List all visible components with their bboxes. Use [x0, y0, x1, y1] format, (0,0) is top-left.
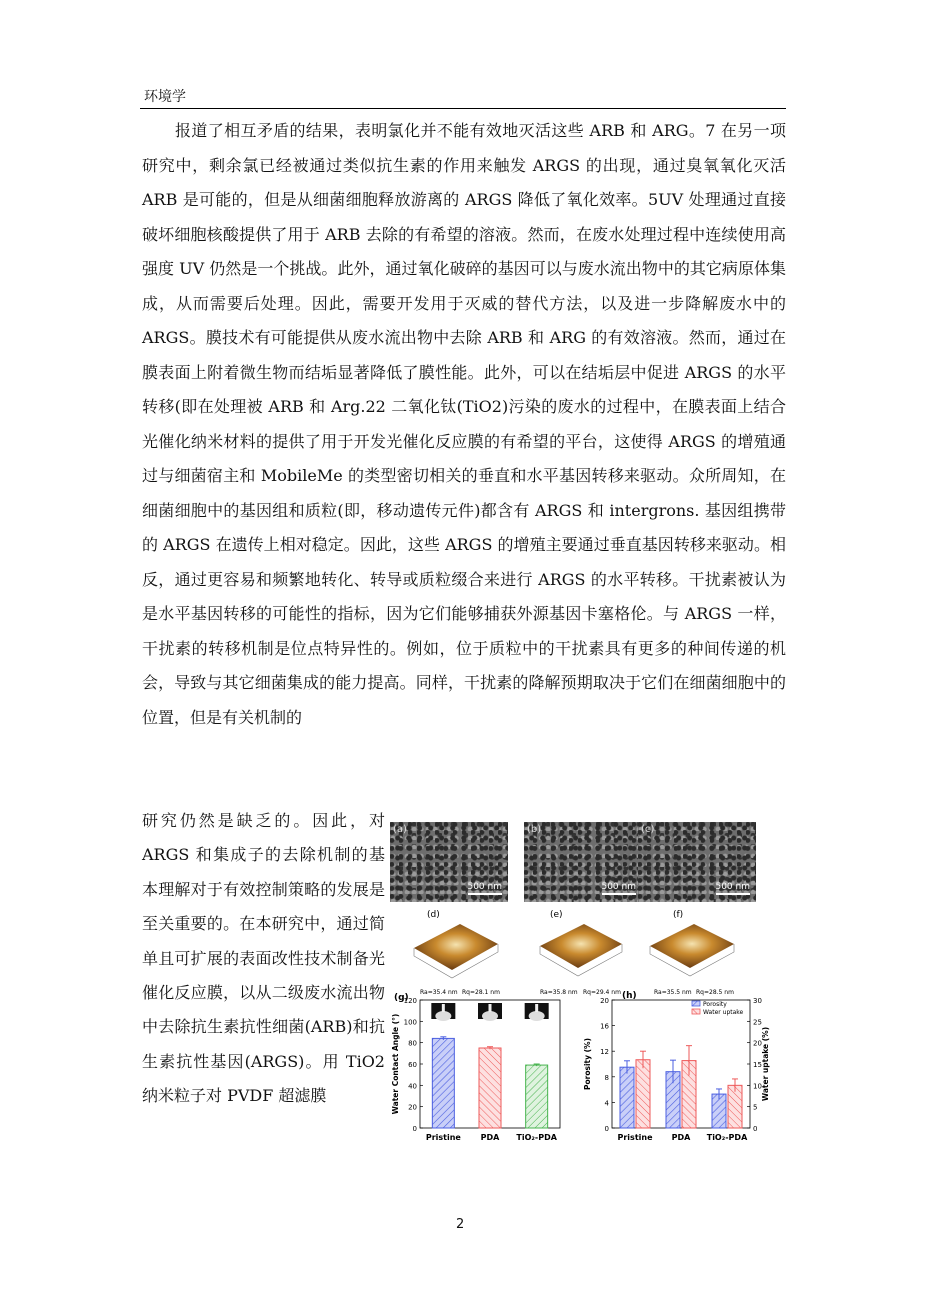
figure-graphics — [390, 820, 775, 1145]
rq-label: Rq=28.1 nm — [462, 989, 500, 996]
y2-tick-label: 0 — [753, 1125, 758, 1133]
x-tick-label: PDA — [671, 1133, 691, 1142]
bar — [526, 1065, 548, 1128]
paragraph-text: 报道了相互矛盾的结果，表明氯化并不能有效地灭活这些 ARB 和 ARG。7 在另一项研究中，剩余氯已经被通过类似抗生素的作用来触发 ARGS 的出现，通过臭氧氧化灭活 ARB 是可能的，但是从细菌细胞释放游离的 ARGS 降低了氧化效率。5UV 处理通过直接破坏细胞核酸提供了用于 ARB 去除的有希望的溶液。然而，在废水处理过程中连续使用高强度 UV 仍然是一个挑战。此外，通过氧化破碎的基因可以与废水流出物中的其它病原体集成，从而需要后处理。因此，需要开发用于灭威的替代方法，以及进一步降解废水中的 ARGS。膜技术有可能提供从废水流出物中去除 ARB 和 ARG 的有效溶液。然而，通过在膜表面上附着微生物而结垢显著降低了膜性能。此外，可以在结垢层中促进 ARGS 的水平转移(即在处理被 ARB 和 Arg.22 二氧化钛(TiO2)污染的废水的过程中，在膜表面上结合光催化纳米材料的提供了用于开发光催化反应膜的有希望的平台，这使得 ARGS 的增殖通过与细菌宿主和 MobileMe 的类型密切相关的垂直和水平基因转移来驱动。众所周知，在细菌细胞中的基因组和质粒(即，移动遗传元件)都含有 ARGS 和 intergrons. 基因组携带的 ARGS 在遗传上相对稳定。因此，这些 ARGS 的增殖主要通过垂直基因转移来驱动。相反，通过更容易和频繁地转化、转导或质粒缀合来进行 ARGS 的水平转移。干扰素被认为是水平基因转移的可能性的指标，因为它们能够捕获外源基因卡塞格伦。与 ARGS 一样，干扰素的转移机制是位点特异性的。例如，位于质粒中的干扰素具有更多的种间传递的机会，导致与其它细菌集成的能力提高。同样，干扰素的降解预期取决于它们在细菌细胞中的位置，但是有关机制的 — [142, 121, 786, 727]
y-tick-label: 16 — [600, 1022, 609, 1031]
scale-label: 500 nm — [715, 882, 750, 892]
wrapped-paragraph: 研究仍然是缺乏的。因此，对 ARGS 和集成子的去除机制的基本理解对于有效控制策略的发展是至关重要的。在本研究中，通过简单且可扩展的表面改性技术制备光催化反应膜，以从二级废水流出物中去除抗生素抗性细菌(ARB)和抗生素抗性基因(ARGS)。用 TiO2 纳米粒子对 PVDF 超滤膜 — [142, 811, 385, 1106]
bar — [636, 1060, 650, 1128]
bar — [479, 1048, 501, 1128]
panel-label: (g) — [394, 993, 409, 1003]
y2-axis-label: Water uptake (%) — [761, 1026, 770, 1102]
page-number: 2 — [456, 1217, 465, 1232]
y-tick-label: 12 — [600, 1048, 609, 1057]
afm-panel-d — [414, 910, 500, 996]
rq-label: Rq=28.5 nm — [696, 989, 734, 996]
bar — [620, 1067, 634, 1128]
y-tick-label: 20 — [408, 1103, 417, 1112]
y-axis-label: Porosity (%) — [583, 1038, 592, 1090]
afm-panel-f — [650, 910, 734, 996]
panel-label: (h) — [622, 991, 637, 1001]
legend-swatch — [692, 1009, 700, 1014]
rq-label: Rq=29.4 nm — [583, 989, 621, 996]
figure — [390, 820, 775, 1145]
x-tick-label: Pristine — [425, 1133, 461, 1142]
droplet-shape — [435, 1011, 451, 1021]
header-title: 环境学 — [144, 89, 186, 105]
x-tick-label: TiO₂-PDA — [706, 1133, 748, 1142]
running-header — [140, 84, 786, 109]
afm-surface — [650, 924, 734, 968]
wrapped-text-column — [142, 804, 385, 1114]
bar — [432, 1038, 454, 1128]
needle — [535, 1004, 538, 1012]
y2-tick-label: 10 — [753, 1082, 762, 1091]
body-paragraph — [142, 114, 786, 735]
y2-tick-label: 30 — [753, 997, 762, 1005]
ra-label: Ra=35.4 nm — [420, 989, 458, 996]
y-tick-label: 8 — [604, 1073, 609, 1082]
panel-label: (f) — [673, 910, 684, 920]
y2-tick-label: 15 — [753, 1061, 762, 1069]
needle — [442, 1004, 445, 1012]
y-tick-label: 0 — [412, 1125, 417, 1133]
panel-label: (d) — [427, 910, 440, 920]
x-tick-label: PDA — [480, 1133, 500, 1142]
afm-panel-e — [540, 910, 622, 996]
legend-swatch — [692, 1001, 700, 1006]
needle — [489, 1004, 492, 1012]
legend-label: Porosity — [703, 1001, 727, 1008]
droplet-shape — [529, 1011, 545, 1021]
y-axis-label: Water Contact Angle (°) — [391, 1013, 400, 1115]
y-tick-label: 100 — [403, 1018, 417, 1027]
panel-label: (a) — [393, 824, 407, 835]
droplet-shape — [482, 1011, 498, 1021]
panel-label: (e) — [550, 910, 563, 920]
y-tick-label: 80 — [408, 1039, 417, 1048]
bar — [728, 1085, 742, 1128]
y-tick-label: 0 — [604, 1125, 609, 1133]
chart-g — [391, 993, 560, 1142]
ra-label: Ra=35.5 nm — [654, 989, 692, 996]
y2-tick-label: 20 — [753, 1039, 762, 1048]
chart-h — [583, 991, 770, 1142]
scale-label: 500 nm — [467, 882, 502, 892]
ra-label: Ra=35.8 nm — [540, 989, 578, 996]
scale-label: 500 nm — [601, 882, 636, 892]
y-tick-label: 40 — [408, 1082, 417, 1091]
y2-tick-label: 5 — [753, 1103, 758, 1112]
x-tick-label: Pristine — [617, 1133, 653, 1142]
y-tick-label: 120 — [403, 997, 417, 1005]
y2-tick-label: 25 — [753, 1018, 762, 1027]
y-tick-label: 20 — [600, 997, 609, 1005]
x-tick-label: TiO₂-PDA — [516, 1133, 557, 1142]
legend-label: Water uptake — [703, 1009, 744, 1016]
y-tick-label: 4 — [604, 1099, 609, 1108]
panel-label: (b) — [527, 824, 542, 835]
y-tick-label: 60 — [408, 1061, 417, 1069]
panel-label: (c) — [641, 824, 655, 835]
